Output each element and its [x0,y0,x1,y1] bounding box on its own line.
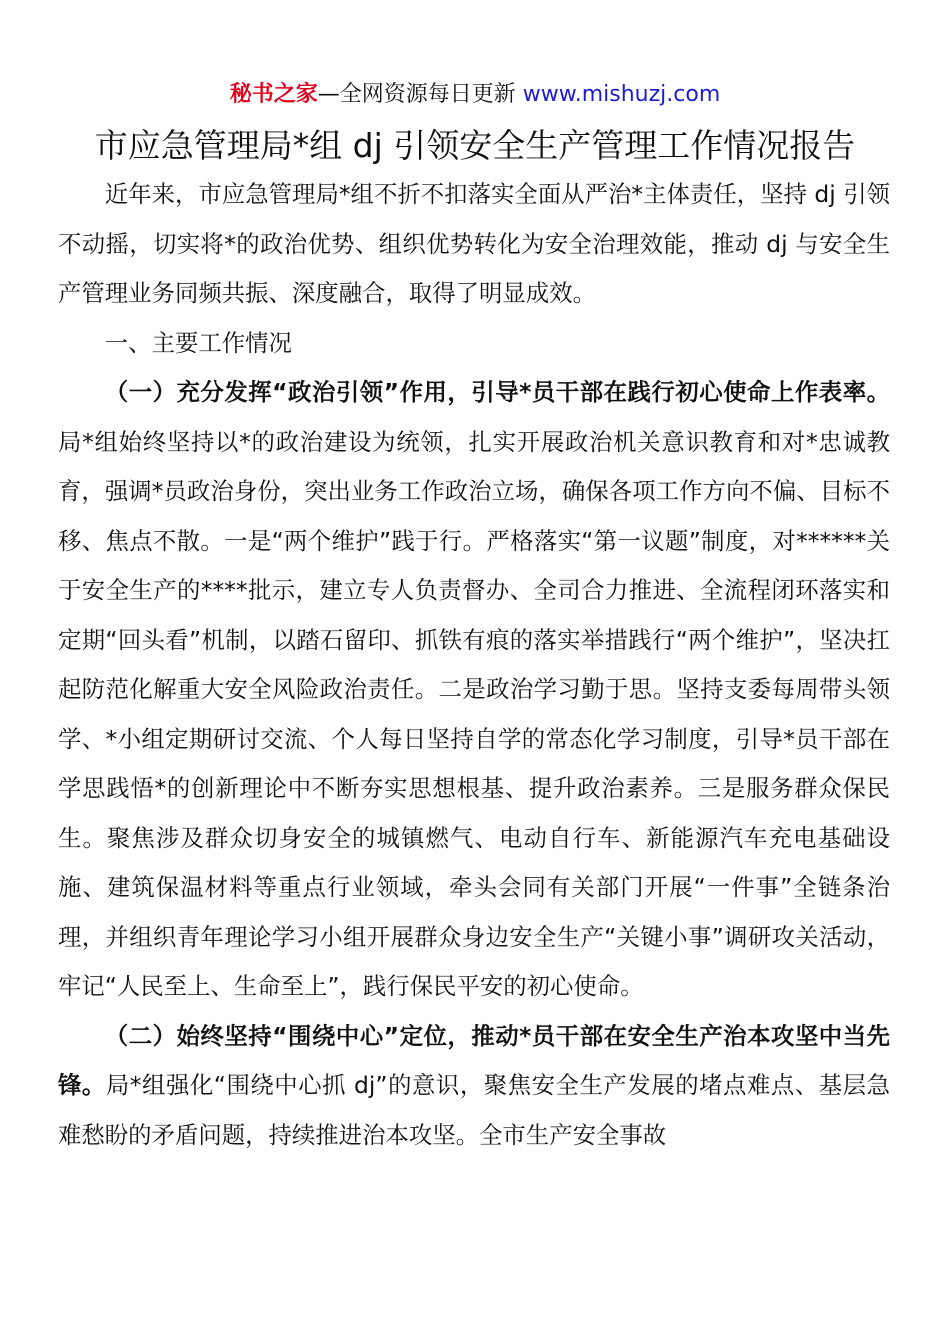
document-title: 市应急管理局*组 dj 引领安全生产管理工作情况报告 [94,126,856,165]
document-body [58,170,890,1160]
item-2-lead: （二）始终坚持“围绕中心”定位，推动*员干部在安全生产治本攻坚中当先锋。 [58,1021,890,1099]
banner-tagline: —全网资源每日更新 [317,82,523,107]
item-1-lead: （一）充分发挥“政治引领”作用，引导*员干部在践行初心使命上作表率。 [104,378,890,406]
intro-paragraph: 近年来，市应急管理局*组不折不扣落实全面从严治*主体责任，坚持 dj 引领不动摇，切实将*的政治优势、组织优势转化为安全治理效能，推动 dj 与安全生产管理业务同频共振、深度融合，取得了明显成效。 [58,180,890,307]
banner-brand: 秘书之家 [229,82,318,107]
item-1-paragraph [58,368,890,1012]
banner-url-link[interactable]: www.mishuzj.com [522,82,721,107]
item-2-paragraph [58,1012,890,1161]
site-banner [0,80,950,110]
section-heading: 一、主要工作情况 [104,328,292,357]
item-1-body: 局*组始终坚持以*的政治建设为统领，扎实开展政治机关意识教育和对*忠诚教育，强调*员政治身份，突出业务工作政治立场，确保各项工作方向不偏、目标不移、焦点不散。一是“两个维护”践于行。严格落实“第一议题”制度，对******关于安全生产的****批示，建立专人负责督办、全司合力推进、全流程闭环落实和定期“回头看”机制，以踏石留印、抓铁有痕的落实举措践行“两个维护”，坚决扛起防范化解重大安全风险政治责任。二是政治学习勤于思。坚持支委每周带头领学、*小组定期研讨交流、个人每日坚持自学的常态化学习制度，引导*员干部在学思践悟*的创新理论中不断夯实思想根基、提升政治素养。三是服务群众保民生。聚焦涉及群众切身安全的城镇燃气、电动自行车、新能源汽车充电基础设施、建筑保温材料等重点行业领域，牵头会同有关部门开展“一件事”全链条治理，并组织青年理论学习小组开展群众身边安全生产“关键小事”调研攻关活动，牢记“人民至上、生命至上”，践行保民平安的初心使命。 [58,427,890,1000]
item-2-body: 局*组强化“围绕中心抓 dj”的意识，聚焦安全生产发展的堵点难点、基层急难愁盼的矛盾问题，持续推进治本攻坚。全市生产安全事故 [58,1071,890,1149]
